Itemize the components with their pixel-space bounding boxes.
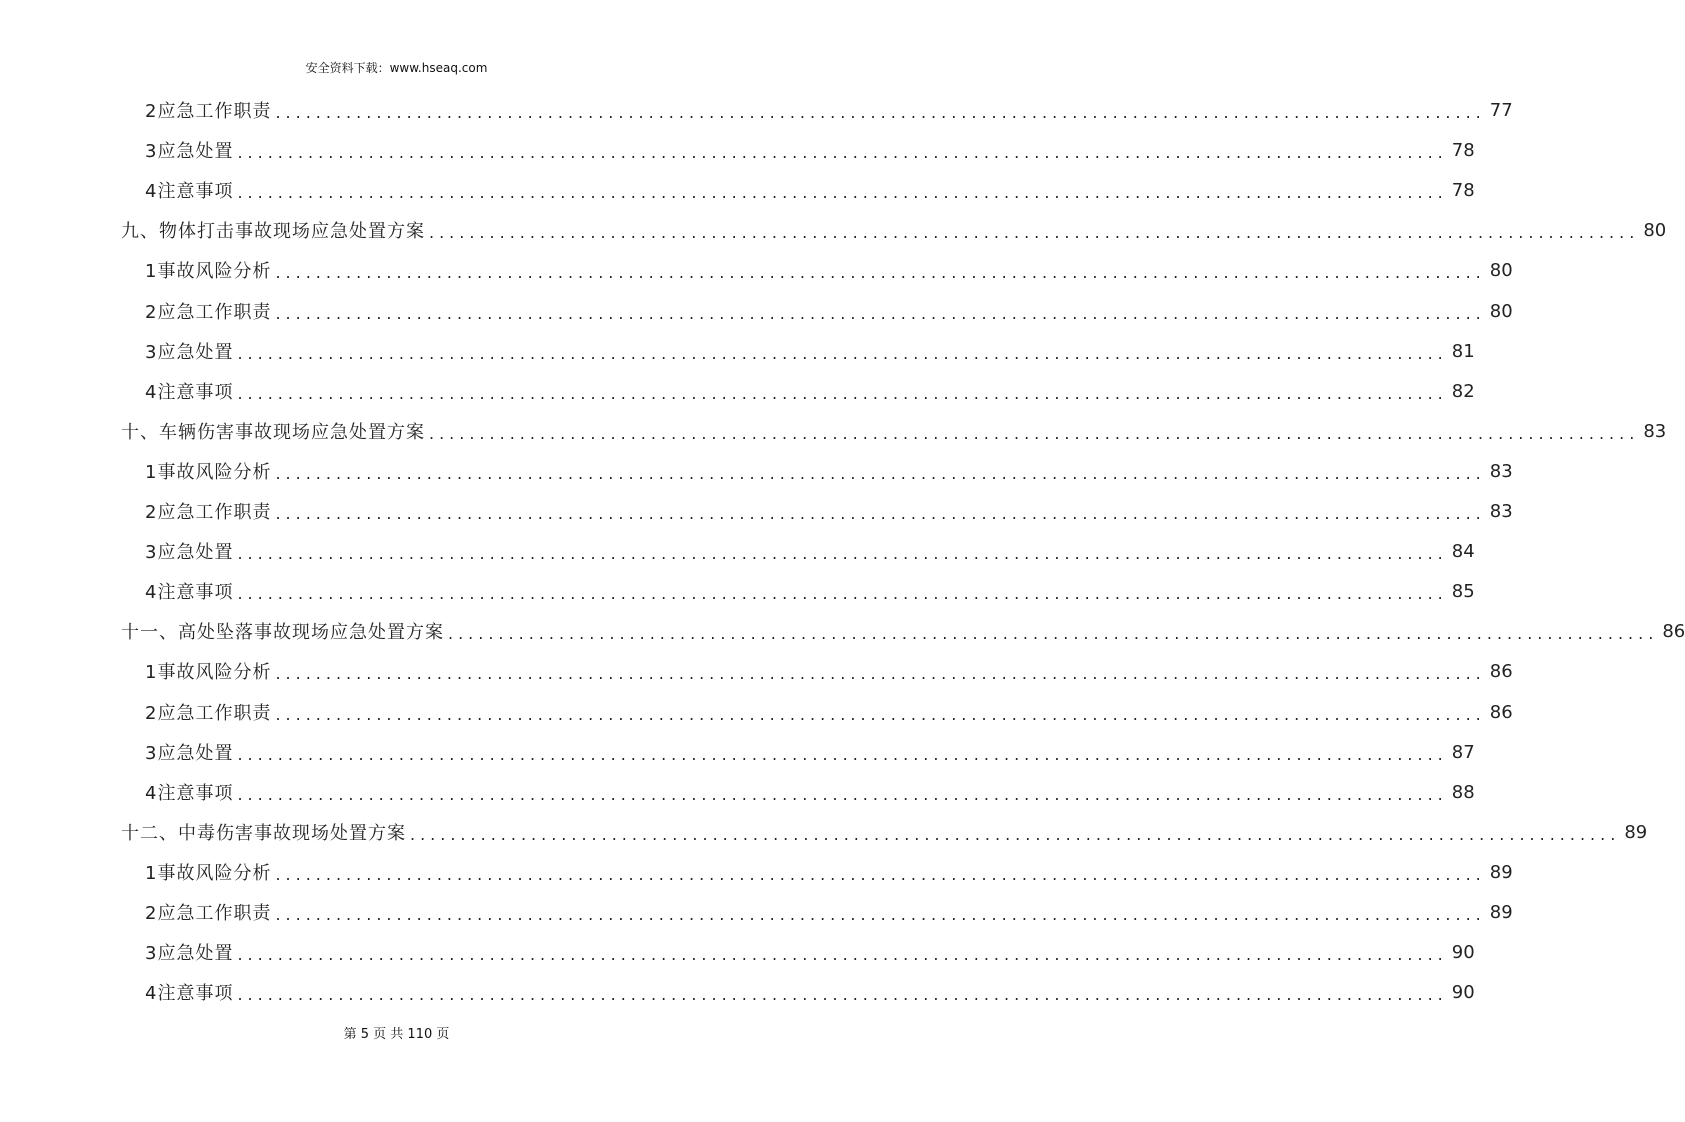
toc-entry-title: 1事故风险分析 bbox=[145, 863, 272, 884]
toc-entry[interactable] bbox=[145, 531, 1475, 571]
toc-entry[interactable] bbox=[145, 90, 1513, 130]
toc-entry-title: 3应急处置 bbox=[145, 943, 234, 964]
toc-entry-title: 4注意事项 bbox=[145, 983, 234, 1004]
toc-entry[interactable] bbox=[145, 852, 1513, 892]
toc-entry-title: 4注意事项 bbox=[145, 582, 234, 603]
toc-entry[interactable] bbox=[145, 491, 1513, 531]
toc-dot-leader: ........................................................................................................................ bbox=[275, 704, 1486, 724]
toc-dot-leader: ........................................................................................................................ bbox=[275, 864, 1486, 884]
toc-entry[interactable] bbox=[145, 772, 1475, 812]
toc-dot-leader: ........................................................................................................................ bbox=[448, 623, 1659, 643]
toc-dot-leader: ........................................................................................................................ bbox=[275, 463, 1486, 483]
toc-entry-page-number: 82 bbox=[1451, 380, 1475, 402]
toc-dot-leader: ........................................................................................................................ bbox=[429, 222, 1640, 242]
toc-entry-page-number: 81 bbox=[1451, 340, 1475, 362]
toc-entry[interactable] bbox=[145, 651, 1513, 691]
toc-entry[interactable] bbox=[145, 932, 1475, 972]
toc-entry[interactable] bbox=[145, 571, 1475, 611]
toc-entry-page-number: 83 bbox=[1643, 420, 1667, 442]
toc-entry-title: 4注意事项 bbox=[145, 783, 234, 804]
toc-entry-page-number: 80 bbox=[1489, 300, 1513, 322]
toc-entry[interactable] bbox=[145, 130, 1475, 170]
toc-entry-title: 1事故风险分析 bbox=[145, 261, 272, 282]
toc-dot-leader: ........................................................................................................................ bbox=[429, 423, 1640, 443]
toc-dot-leader: ........................................................................................................................ bbox=[275, 503, 1486, 523]
toc-entry-page-number: 78 bbox=[1451, 139, 1475, 161]
toc-entry-page-number: 89 bbox=[1624, 821, 1648, 843]
toc-dot-leader: ........................................................................................................................ bbox=[237, 543, 1448, 563]
toc-entry-title: 1事故风险分析 bbox=[145, 462, 272, 483]
toc-entry-page-number: 90 bbox=[1451, 941, 1475, 963]
toc-dot-leader: ........................................................................................................................ bbox=[237, 744, 1448, 764]
toc-entry-page-number: 89 bbox=[1489, 861, 1513, 883]
toc-entry-title: 2应急工作职责 bbox=[145, 903, 272, 924]
toc-entry[interactable] bbox=[145, 170, 1475, 210]
toc-entry-title: 3应急处置 bbox=[145, 141, 234, 162]
toc-entry[interactable] bbox=[145, 972, 1475, 1012]
toc-entry[interactable] bbox=[145, 250, 1513, 290]
toc-entry[interactable] bbox=[145, 451, 1513, 491]
toc-entry-title: 十一、高处坠落事故现场应急处置方案 bbox=[121, 622, 444, 643]
toc-dot-leader: ........................................................................................................................ bbox=[237, 142, 1448, 162]
toc-entry-title: 2应急工作职责 bbox=[145, 502, 272, 523]
toc-dot-leader: ........................................................................................................................ bbox=[275, 904, 1486, 924]
toc-entry-page-number: 86 bbox=[1489, 701, 1513, 723]
toc-entry-page-number: 90 bbox=[1451, 981, 1475, 1003]
toc-dot-leader: ........................................................................................................................ bbox=[410, 824, 1621, 844]
toc-dot-leader: ........................................................................................................................ bbox=[275, 102, 1486, 122]
toc-dot-leader: ........................................................................................................................ bbox=[275, 262, 1486, 282]
toc-entry-page-number: 86 bbox=[1662, 620, 1685, 642]
toc-entry-page-number: 87 bbox=[1451, 741, 1475, 763]
toc-entry-title: 3应急处置 bbox=[145, 743, 234, 764]
toc-entry[interactable] bbox=[145, 892, 1513, 932]
toc-entry-page-number: 80 bbox=[1489, 259, 1513, 281]
toc-entry-page-number: 77 bbox=[1489, 99, 1513, 121]
toc-entry-title: 九、物体打击事故现场应急处置方案 bbox=[121, 221, 425, 242]
toc-entry[interactable] bbox=[121, 411, 1667, 451]
toc-entry-page-number: 83 bbox=[1489, 500, 1513, 522]
page-footer: 第 5 页 共 110 页 bbox=[343, 1027, 450, 1042]
toc-entry-title: 4注意事项 bbox=[145, 382, 234, 403]
toc-entry-title: 3应急处置 bbox=[145, 342, 234, 363]
toc-dot-leader: ........................................................................................................................ bbox=[237, 784, 1448, 804]
toc-entry-title: 2应急工作职责 bbox=[145, 101, 272, 122]
toc-dot-leader: ........................................................................................................................ bbox=[237, 583, 1448, 603]
toc-dot-leader: ........................................................................................................................ bbox=[275, 663, 1486, 683]
toc-entry[interactable] bbox=[145, 692, 1513, 732]
toc-entry-page-number: 84 bbox=[1451, 540, 1475, 562]
toc-entry-title: 1事故风险分析 bbox=[145, 662, 272, 683]
toc-entry[interactable] bbox=[121, 611, 1685, 651]
toc-entry-title: 4注意事项 bbox=[145, 181, 234, 202]
toc-entry-title: 3应急处置 bbox=[145, 542, 234, 563]
toc-entry-title: 2应急工作职责 bbox=[145, 703, 272, 724]
toc-entry-page-number: 78 bbox=[1451, 179, 1475, 201]
toc-entry-page-number: 85 bbox=[1451, 580, 1475, 602]
toc-entry[interactable] bbox=[121, 812, 1648, 852]
toc-dot-leader: ........................................................................................................................ bbox=[237, 984, 1448, 1004]
toc-entry[interactable] bbox=[121, 210, 1667, 250]
toc-dot-leader: ........................................................................................................................ bbox=[237, 182, 1448, 202]
toc-entry[interactable] bbox=[145, 371, 1475, 411]
toc-dot-leader: ........................................................................................................................ bbox=[237, 343, 1448, 363]
toc-dot-leader: ........................................................................................................................ bbox=[237, 383, 1448, 403]
toc-entry[interactable] bbox=[145, 331, 1475, 371]
toc-entry-page-number: 88 bbox=[1451, 781, 1475, 803]
toc-entry-title: 2应急工作职责 bbox=[145, 302, 272, 323]
toc-dot-leader: ........................................................................................................................ bbox=[237, 944, 1448, 964]
toc-entry-page-number: 80 bbox=[1643, 219, 1667, 241]
toc-entry-title: 十二、中毒伤害事故现场处置方案 bbox=[121, 823, 406, 844]
toc-entry[interactable] bbox=[145, 732, 1475, 772]
toc-entry-title: 十、车辆伤害事故现场应急处置方案 bbox=[121, 422, 425, 443]
toc-entry-page-number: 89 bbox=[1489, 901, 1513, 923]
toc-entry-page-number: 83 bbox=[1489, 460, 1513, 482]
toc-dot-leader: ........................................................................................................................ bbox=[275, 303, 1486, 323]
toc-entry-page-number: 86 bbox=[1489, 660, 1513, 682]
page-header: 安全资料下载：www.hseaq.com bbox=[305, 61, 488, 75]
toc-entry[interactable] bbox=[145, 291, 1513, 331]
